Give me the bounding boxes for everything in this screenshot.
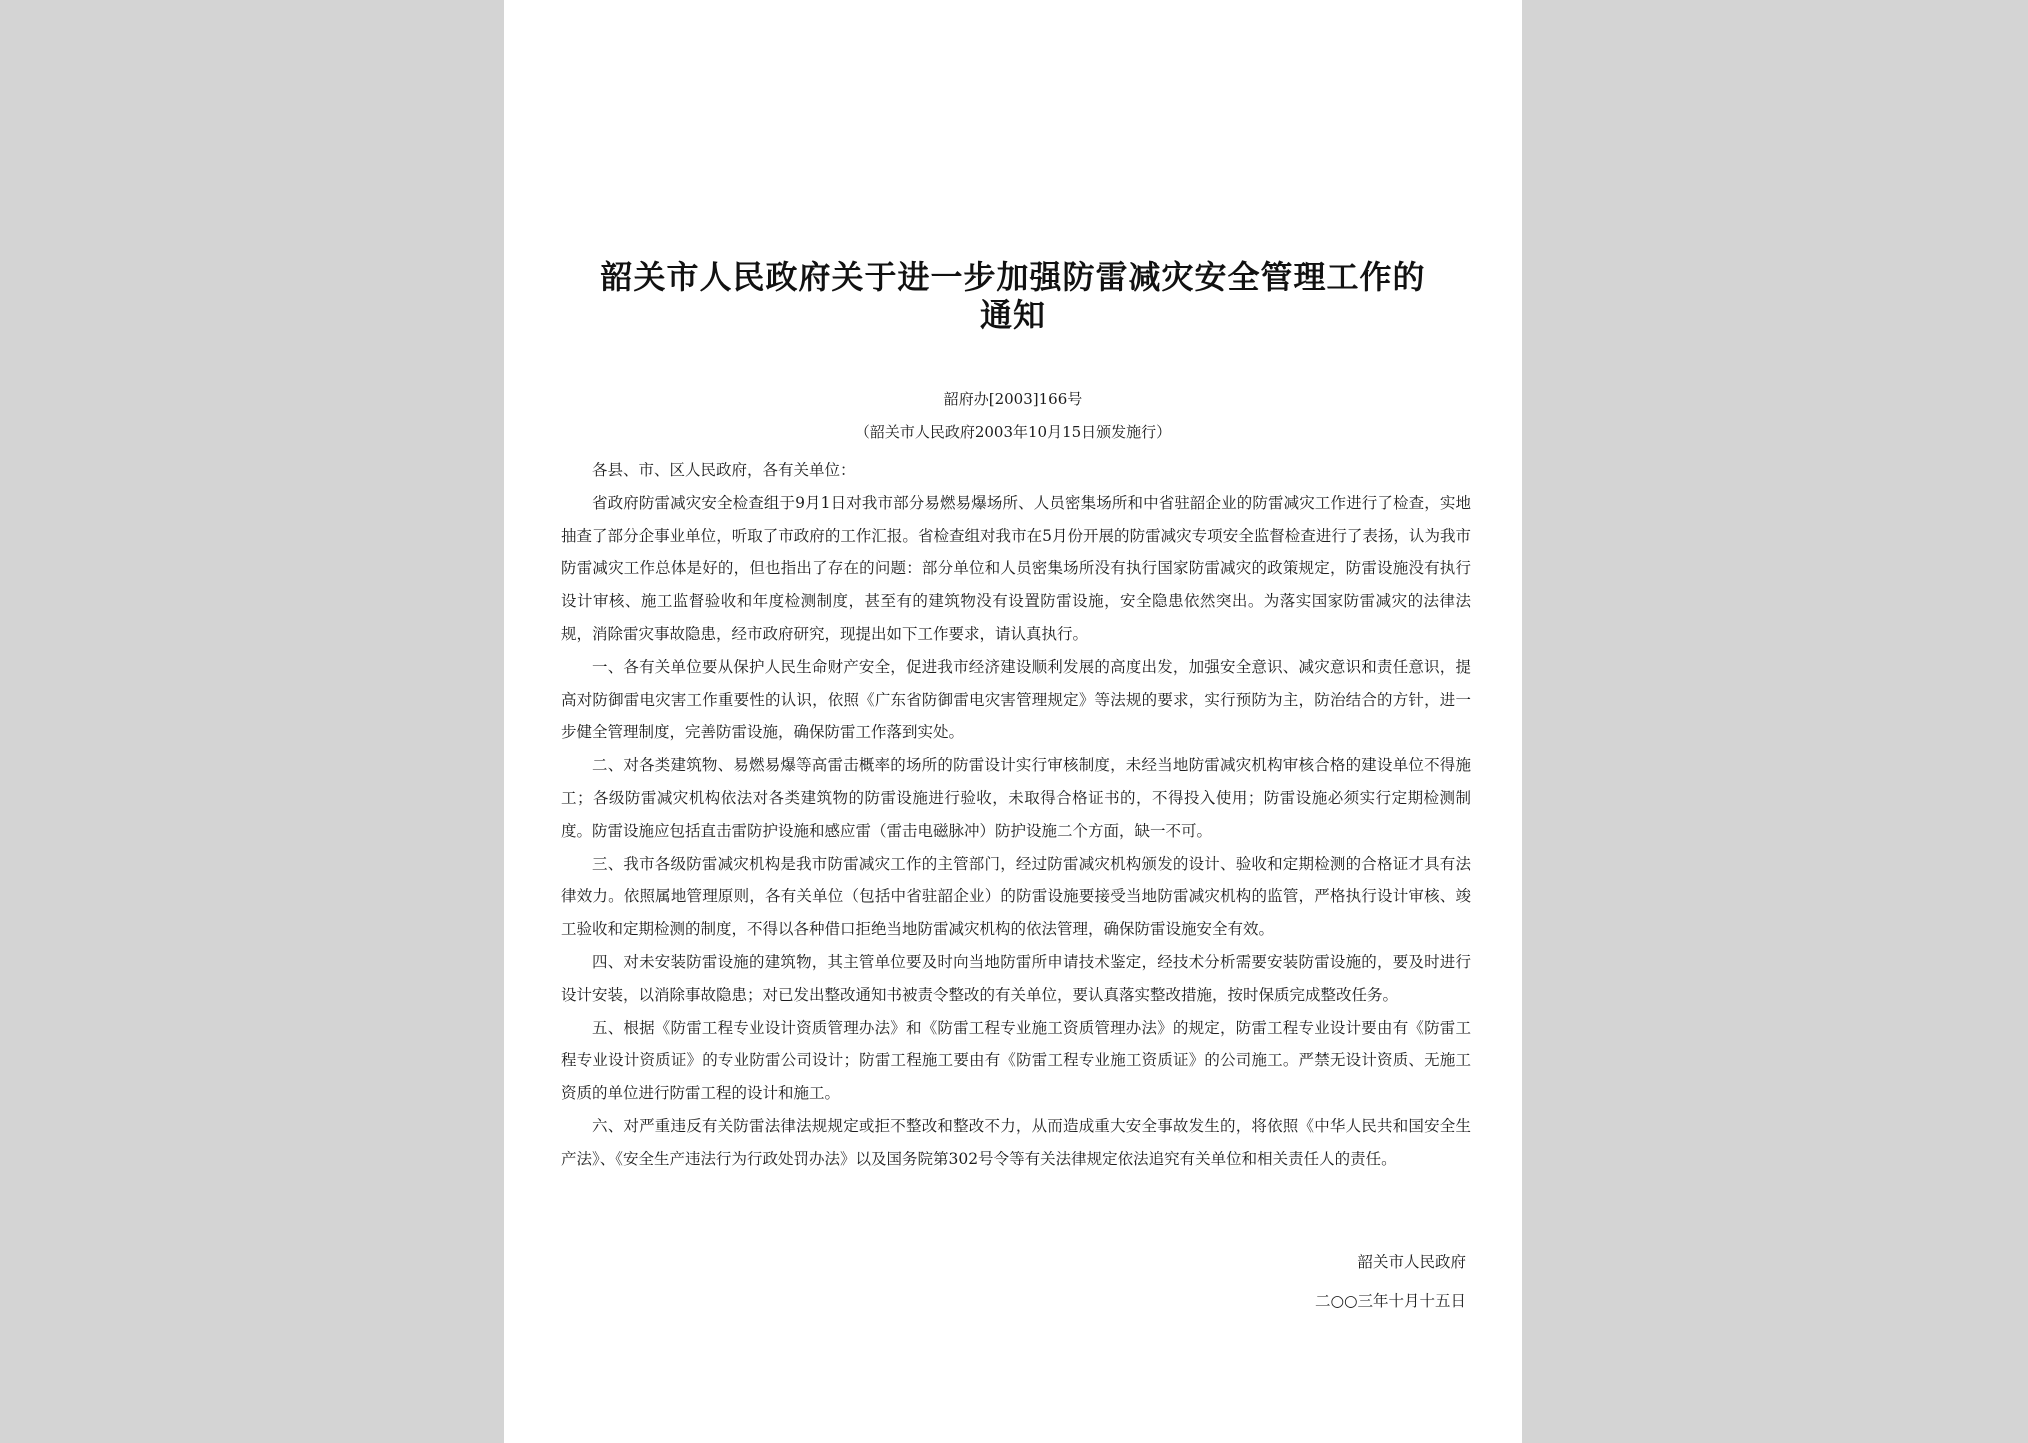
document-number: 韶府办[2003]166号 bbox=[943, 390, 1083, 408]
document-page bbox=[504, 0, 1522, 1443]
signature-date: 二○○三年十月十五日 bbox=[1314, 1292, 1466, 1310]
paragraph-item-3: 三、我市各级防雷减灾机构是我市防雷减灾工作的主管部门，经过防雷减灾机构颁发的设计、验收和定期检测的合格证才具有法律效力。依照属地管理原则，各有关单位（包括中省驻韶企业）的防雷设施要接受当地防雷减灾机构的监管，严格执行设计审核、竣工验收和定期检测的制度，不得以各种借口拒绝当地防雷减灾机构的依法管理，确保防雷设施安全有效。 bbox=[561, 854, 1471, 939]
salutation: 各县、市、区人民政府，各有关单位： bbox=[592, 461, 856, 479]
document-body bbox=[561, 454, 1471, 1176]
paragraph-item-5: 五、根据《防雷工程专业设计资质管理办法》和《防雷工程专业施工资质管理办法》的规定，防雷工程专业设计要由有《防雷工程专业设计资质证》的专业防雷公司设计；防雷工程施工要由有《防雷工程专业施工资质证》的公司施工。严禁无设计资质、无施工资质的单位进行防雷工程的设计和施工。 bbox=[561, 1018, 1471, 1103]
paragraph-intro: 省政府防雷减灾安全检查组于9月1日对我市部分易燃易爆场所、人员密集场所和中省驻韶企业的防雷减灾工作进行了检查，实地抽查了部分企事业单位，听取了市政府的工作汇报。省检查组对我市在5月份开展的防雷减灾专项安全监督检查进行了表扬，认为我市防雷减灾工作总体是好的，但也指出了存在的问题：部分单位和人员密集场所没有执行国家防雷减灾的政策规定，防雷设施没有执行设计审核、施工监督验收和年度检测制度，甚至有的建筑物没有设置防雷设施，安全隐患依然突出。为落实国家防雷减灾的法律法规，消除雷灾事故隐患，经市政府研究，现提出如下工作要求，请认真执行。 bbox=[561, 493, 1471, 643]
paragraph-item-2: 二、对各类建筑物、易燃易爆等高雷击概率的场所的防雷设计实行审核制度，未经当地防雷减灾机构审核合格的建设单位不得施工；各级防雷减灾机构依法对各类建筑物的防雷设施进行验收，未取得合格证书的，不得投入使用；防雷设施必须实行定期检测制度。防雷设施应包括直击雷防护设施和感应雷（雷击电磁脉冲）防护设施二个方面，缺一不可。 bbox=[561, 756, 1471, 840]
issue-note: （韶关市人民政府2003年10月15日颁发施行） bbox=[854, 423, 1172, 441]
document-title: 韶关市人民政府关于进一步加强防雷减灾安全管理工作的通知 bbox=[600, 258, 1426, 334]
paragraph-item-1: 一、各有关单位要从保护人民生命财产安全，促进我市经济建设顺利发展的高度出发，加强安全意识、减灾意识和责任意识，提高对防御雷电灾害工作重要性的认识，依照《广东省防御雷电灾害管理规定》等法规的要求，实行预防为主，防治结合的方针，进一步健全管理制度，完善防雷设施，确保防雷工作落到实处。 bbox=[561, 657, 1471, 742]
signature-authority: 韶关市人民政府 bbox=[1357, 1253, 1466, 1271]
signature-block bbox=[1315, 1243, 1466, 1321]
paragraph-item-6: 六、对严重违反有关防雷法律法规规定或拒不整改和整改不力，从而造成重大安全事故发生的，将依照《中华人民共和国安全生产法》、《安全生产违法行为行政处罚办法》以及国务院第302号令等有关法律规定依法追究有关单位和相关责任人的责任。 bbox=[561, 1116, 1471, 1168]
paragraph-item-4: 四、对未安装防雷设施的建筑物，其主管单位要及时向当地防雷所申请技术鉴定，经技术分析需要安装防雷设施的，要及时进行设计安装，以消除事故隐患；对已发出整改通知书被责令整改的有关单位，要认真落实整改措施，按时保质完成整改任务。 bbox=[561, 952, 1471, 1004]
